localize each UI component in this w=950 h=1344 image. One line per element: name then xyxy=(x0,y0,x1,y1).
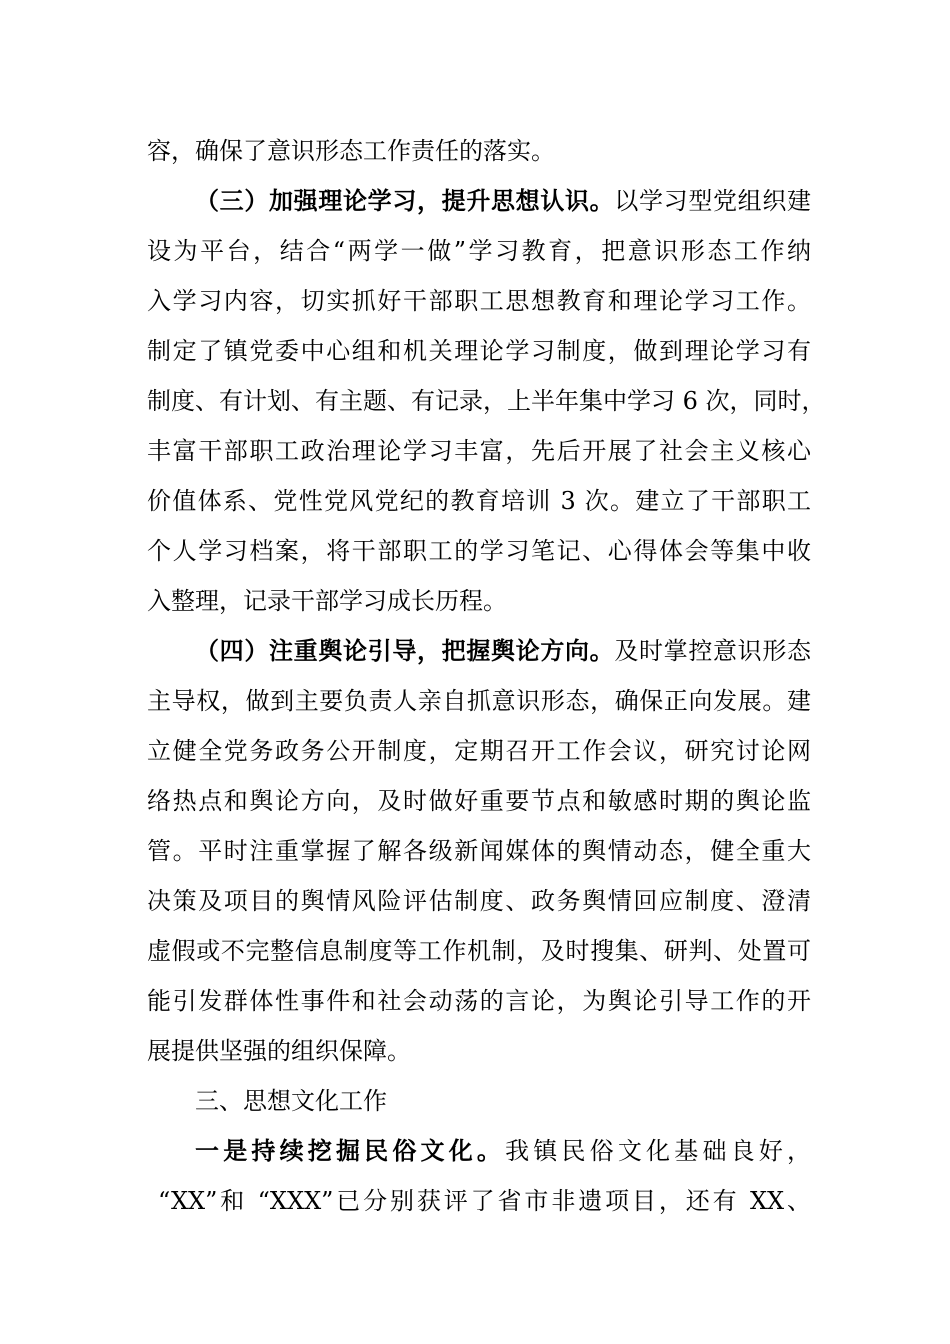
paragraph-3-heading: （三）加强理论学习，提升思想认识。 xyxy=(195,186,615,215)
text-line: 络热点和舆论方向，及时做好重要节点和敏感时期的舆论监 xyxy=(147,787,811,815)
text-line: 入整理，记录干部学习成长历程。 xyxy=(147,587,507,615)
text-line: 管。平时注重掌握了解各级新闻媒体的舆情动态，健全重大 xyxy=(147,837,811,865)
paragraph-4-text: 及时掌控意识形态 xyxy=(614,637,812,665)
text-line: 主导权，做到主要负责人亲自抓意识形态，确保正向发展。建 xyxy=(147,687,811,715)
text-line: 丰富干部职工政治理论学习丰富，先后开展了社会主义核心 xyxy=(147,437,811,465)
text-line: 展提供坚强的组织保障。 xyxy=(147,1037,411,1065)
text-line: “XX”和 “XXX”已分别获评了省市非遗项目，还有 XX、 xyxy=(158,1187,811,1215)
paragraph-5-text: 我镇民俗文化基础良好， xyxy=(505,1137,812,1165)
text-line: 决策及项目的舆情风险评估制度、政务舆情回应制度、澄清 xyxy=(147,887,811,915)
text-line: 制定了镇党委中心组和机关理论学习制度，做到理论学习有 xyxy=(147,337,811,365)
paragraph-5-first-line xyxy=(195,1136,811,1166)
paragraph-3-first-line xyxy=(195,186,811,216)
text-line: 制度、有计划、有主题、有记录，上半年集中学习 6 次，同时， xyxy=(147,387,826,415)
paragraph-4-heading: （四）注重舆论引导，把握舆论方向。 xyxy=(195,636,615,665)
text-line: 设为平台，结合“两学一做”学习教育，把意识形态工作纳 xyxy=(147,237,811,265)
paragraph-3-text: 以学习型党组织建 xyxy=(614,187,812,215)
text-line: 能引发群体性事件和社会动荡的言论，为舆论引导工作的开 xyxy=(147,987,811,1015)
text-line: 入学习内容，切实抓好干部职工思想教育和理论学习工作。 xyxy=(147,287,811,315)
text-line: 虚假或不完整信息制度等工作机制，及时搜集、研判、处置可 xyxy=(147,937,811,965)
section-heading: 三、思想文化工作 xyxy=(195,1087,387,1115)
paragraph-5-heading: 一是持续挖掘民俗文化。 xyxy=(195,1136,506,1165)
paragraph-4-first-line xyxy=(195,636,811,666)
text-line: 个人学习档案，将干部职工的学习笔记、心得体会等集中收 xyxy=(147,537,811,565)
text-line: 容，确保了意识形态工作责任的落实。 xyxy=(147,137,555,165)
text-line: 价值体系、党性党风党纪的教育培训 3 次。建立了干部职工 xyxy=(147,487,811,515)
text-line: 立健全党务政务公开制度，定期召开工作会议，研究讨论网 xyxy=(147,737,811,765)
